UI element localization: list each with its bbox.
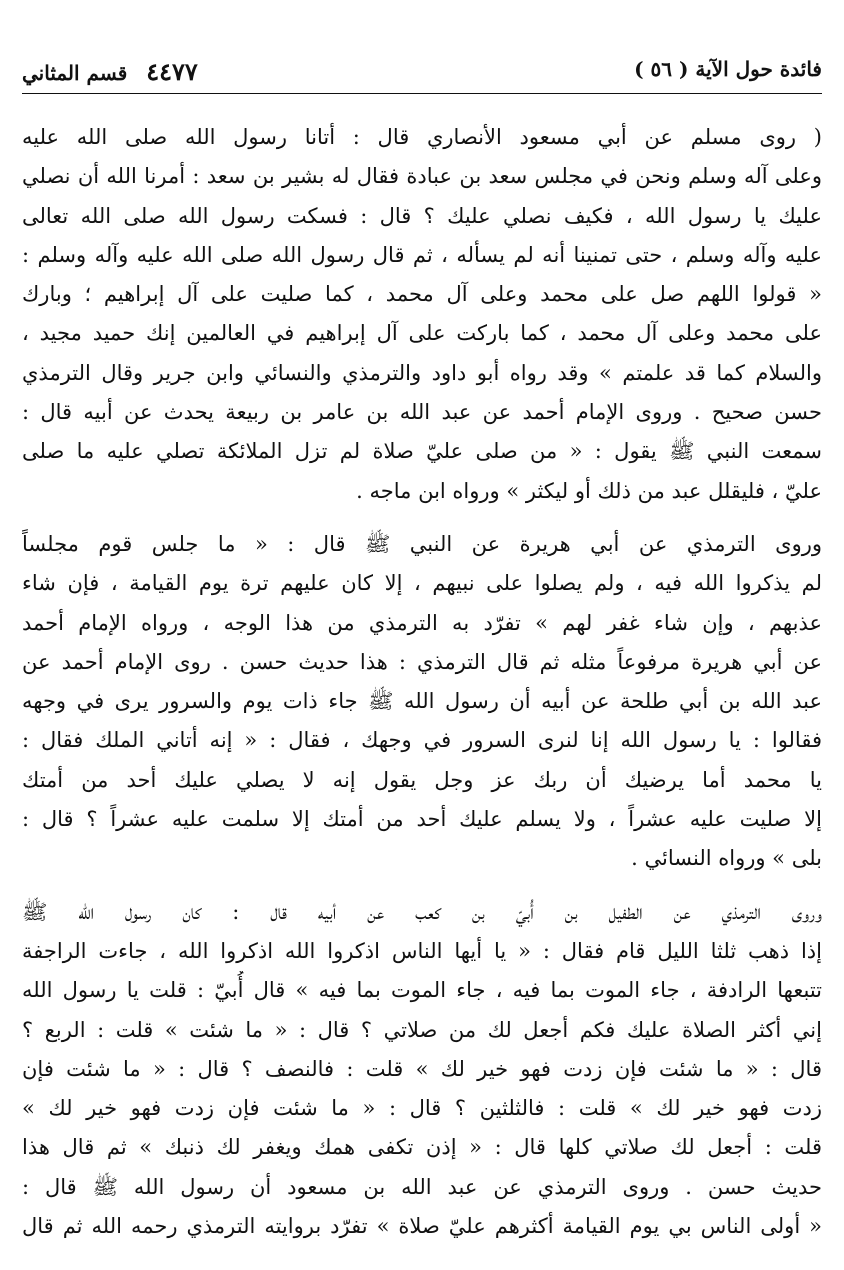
text-line: حسن صحيح . وروى الإمام أحمد عن عبد الله بن عامر بن ربيعة يحدث عن أبيه قال :: [22, 400, 822, 425]
text-line: وعلى آله وسلم ونحن في مجلس سعد بن عبادة فقال له بشير بن سعد : أمرنا الله أن نصلي: [22, 164, 822, 189]
text-line: عليه وآله وسلم ، حتى تمنينا أنه لم يسأله ، ثم قال رسول الله صلى الله عليه وآله وسلم :: [22, 242, 822, 267]
paragraph-gap: [22, 511, 822, 525]
text-line: وروى الترمذي عن الطفيل بن أُبيّ بن كعب عن أبيه قال : كان رسول الله ﷺ: [22, 899, 822, 924]
text-line: « قولوا اللهم صل على محمد وعلى آل محمد ، كما صليت على آل إبراهيم ؛ وبارك: [22, 282, 822, 307]
paragraph-1: [22, 118, 822, 511]
text-line: إلا صليت عليه عشراً ، ولا يسلم عليك أحد من أمتك إلا سلمت عليه عشراً ؟ قال :: [22, 807, 822, 832]
text-line: إذا ذهب ثلثا الليل قام فقال : « يا أيها الناس اذكروا الله اذكروا الله ، جاءت الراجفة: [22, 938, 822, 963]
paragraph-3: [22, 893, 822, 1247]
page-number: ٤٤٧٧: [146, 57, 198, 86]
header-left: [22, 57, 198, 86]
text-line: ( روى مسلم عن أبي مسعود الأنصاري قال : أتانا رسول الله صلى الله عليه: [22, 125, 822, 149]
text-line: عليك يا رسول الله ، فكيف نصلي عليك ؟ قال : فسكت رسول الله صلى الله تعالى: [22, 203, 822, 228]
text-line: يا محمد أما يرضيك أن ربك عز وجل يقول إنه لا يصلي عليك أحد من أمتك: [22, 767, 822, 792]
text-line: قال : « ما شئت فإن زدت فهو خير لك » قلت : فالنصف ؟ قال : « ما شئت فإن: [22, 1056, 822, 1081]
page-body: [22, 118, 822, 1246]
text-line: سمعت النبي ﷺ يقول : « من صلى عليّ صلاة لم تزل الملائكة تصلي عليه ما صلى: [22, 439, 822, 464]
text-line: عبد الله بن أبي طلحة عن أبيه أن رسول الله ﷺ جاء ذات يوم والسرور يرى في وجهه: [22, 689, 822, 714]
text-line: والسلام كما قد علمتم » وقد رواه أبو داود والترمذي والنسائي وابن جرير وقال الترمذي: [22, 360, 822, 385]
text-line: إني أكثر الصلاة عليك فكم أجعل لك من صلاتي ؟ قال : « ما شئت » قلت : الربع ؟: [22, 1017, 822, 1042]
text-line: وروى الترمذي عن أبي هريرة عن النبي ﷺ قال : « ما جلس قوم مجلساً: [22, 531, 822, 556]
text-line: فقالوا : يا رسول الله إنا لنرى السرور في وجهك ، فقال : « إنه أتاني الملك فقال :: [22, 728, 822, 753]
text-line: قلت : أجعل لك صلاتي كلها قال : « إذن تكفى همك ويغفر لك ذنبك » ثم قال هذا: [22, 1135, 822, 1160]
section-title: قسم المثاني: [22, 61, 128, 85]
text-line: تتبعها الرادفة ، جاء الموت بما فيه ، جاء الموت بما فيه » قال أُبيّ : قلت يا رسول الله: [22, 978, 822, 1003]
page-header: [22, 55, 822, 95]
book-page: [22, 0, 822, 1270]
text-line: حديث حسن . وروى الترمذي عن عبد الله بن مسعود أن رسول الله ﷺ قال :: [22, 1174, 822, 1199]
text-line: بلى » ورواه النسائي .: [631, 846, 822, 871]
text-line: زدت فهو خير لك » قلت : فالثلثين ؟ قال : « ما شئت فإن زدت فهو خير لك »: [22, 1096, 822, 1121]
text-line: « أولى الناس بي يوم القيامة أكثرهم عليّ صلاة » تفرّد بروايته الترمذي رحمه الله ثم قال: [22, 1214, 822, 1239]
text-line: عن أبي هريرة مرفوعاً مثله ثم قال الترمذي : هذا حديث حسن . روى الإمام أحمد عن: [22, 649, 822, 674]
text-line: على محمد وعلى آل محمد ، كما باركت على آل إبراهيم في العالمين إنك حميد مجيد ،: [22, 321, 822, 346]
running-title: فائدة حول الآية ( ٥٦ ): [634, 57, 822, 81]
paragraph-gap: [22, 879, 822, 893]
text-line: عليّ ، فليقلل عبد من ذلك أو ليكثر » ورواه ابن ماجه .: [356, 478, 822, 503]
header-rule: [22, 93, 822, 94]
paragraph-2: [22, 525, 822, 879]
text-line: عذبهم ، وإن شاء غفر لهم » تفرّد به الترمذي من هذا الوجه ، ورواه الإمام أحمد: [22, 610, 822, 635]
text-line: لم يذكروا الله فيه ، ولم يصلوا على نبيهم ، إلا كان عليهم ترة يوم القيامة ، فإن شاء: [22, 571, 822, 596]
